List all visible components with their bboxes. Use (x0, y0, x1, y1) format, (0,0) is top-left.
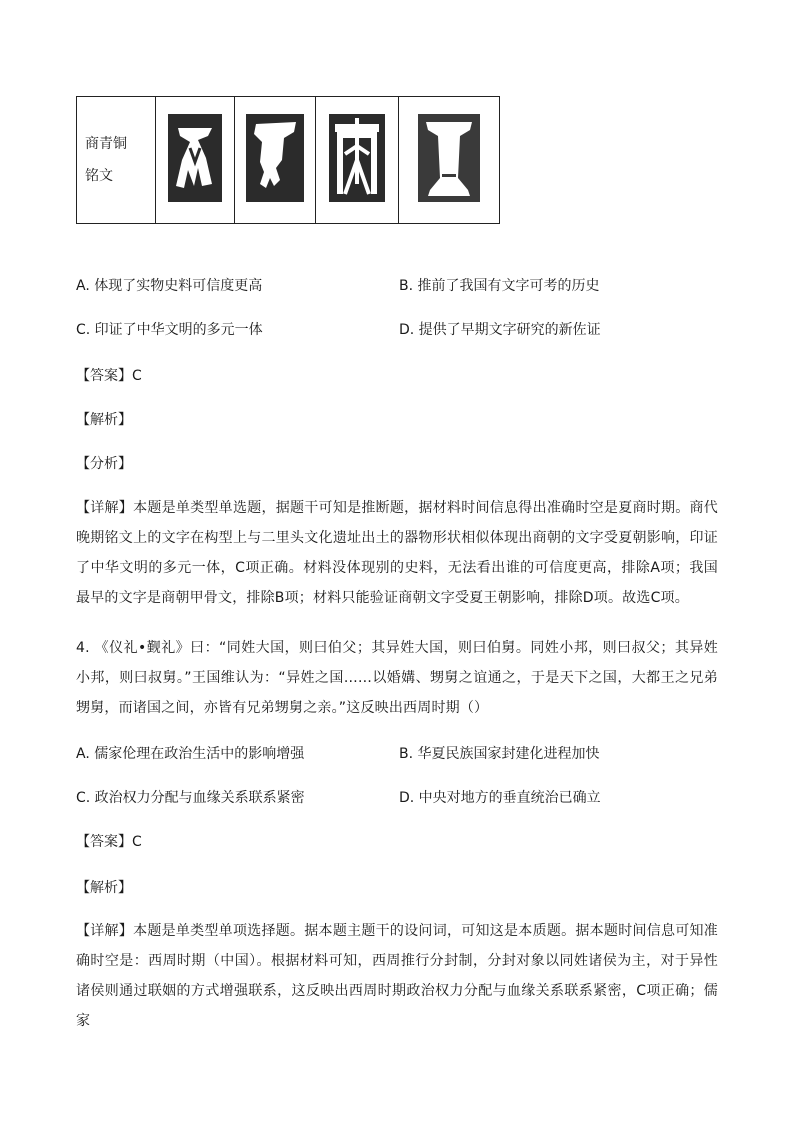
q3-option-c: C. 印证了中华文明的多元一体 (76, 322, 263, 338)
q4-detail-paragraph: 【详解】本题是单类型单项选择题。据本题主题干的设问词，可知这是本质题。据本题时间信息可知准确时空是：西周时期（中国）。根据材料可知，西周推行分封制，分封对象以同姓诸侯为主，对于异性诸侯则通过联姻的方式增强联系，这反映出西周时期政治权力分配与血缘关系联系紧密，C项正确；儒家 (76, 923, 718, 1029)
q4-option-b: B. 华夏民族国家封建化进程加快 (399, 746, 600, 762)
q4-stem: 4. 《仪礼•觐礼》曰：“同姓大国，则曰伯父；其异姓大国，则曰伯舅。同姓小邦，则曰叔父；其异姓小邦，则曰叔舅。”王国维认为：“异姓之国……以婚媾、甥舅之谊通之，于是天下之国，大都王之兄弟甥舅，而诸国之间，亦皆有兄弟甥舅之亲。”这反映出西周时期（） (76, 640, 718, 716)
q4-option-a: A. 儒家伦理在政治生活中的影响增强 (76, 746, 305, 762)
inscription-image-cell-1 (156, 97, 235, 224)
q3-analysis-heading: 【解析】 (76, 412, 132, 428)
q3-option-b: B. 推前了我国有文字可考的历史 (399, 278, 600, 294)
q3-fenxi-heading: 【分析】 (76, 456, 132, 472)
inscription-label-line2: 铭文 (85, 168, 113, 184)
inscription-table (76, 96, 500, 224)
inscription-image-cell-3 (316, 97, 399, 224)
q4-option-c: C. 政治权力分配与血缘关系联系紧密 (76, 790, 305, 806)
q4-analysis-heading: 【解析】 (76, 880, 132, 896)
inscription-image-cell-4 (399, 97, 500, 224)
inscription-image-cell-2 (235, 97, 316, 224)
q4-option-d: D. 中央对地方的垂直统治已确立 (399, 790, 601, 806)
q3-option-d: D. 提供了早期文字研究的新佐证 (399, 322, 601, 338)
inscription-glyph-4-icon (418, 114, 480, 202)
inscription-glyph-1-icon (168, 114, 222, 202)
q3-answer: 【答案】C (76, 368, 142, 384)
inscription-label-line1: 商青铜 (85, 136, 127, 152)
q4-answer: 【答案】C (76, 834, 142, 850)
inscription-glyph-2-icon (246, 114, 304, 202)
inscription-label-cell (77, 97, 156, 224)
q3-detail-paragraph: 【详解】本题是单类型单选题，据题干可知是推断题，据材料时间信息得出准确时空是夏商时期。商代晚期铭文上的文字在构型上与二里头文化遗址出土的器物形状相似体现出商朝的文字受夏朝影响，印证了中华文明的多元一体，C项正确。材料没体现别的史料，无法看出谁的可信度更高，排除A项；我国最早的文字是商朝甲骨文，排除B项；材料只能验证商朝文字受夏王朝影响，排除D项。故选C项。 (76, 500, 718, 606)
inscription-glyph-3-icon (329, 114, 385, 202)
q3-option-a: A. 体现了实物史料可信度更高 (76, 278, 263, 294)
